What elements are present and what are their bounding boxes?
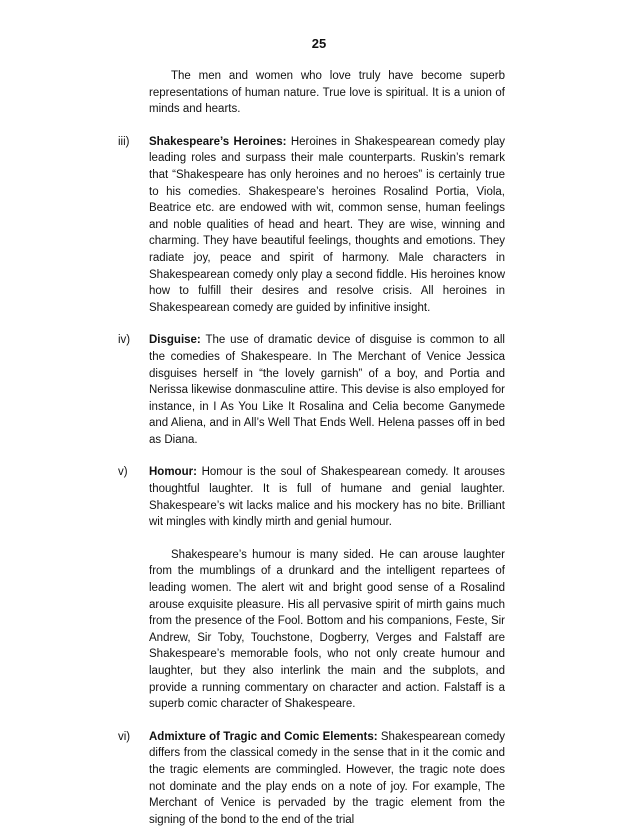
homour-continuation-paragraph: Shakespeare’s humour is many sided. He can arouse laughter from the mumblings of a drunkard and the intelligent repartees of leading women. The alert wit and bright good sense of a Rosalind arouse exquisite pleasure. His all pervasive spirit of mirth gains much from the presence of the Fool. Bottom and his companions, Feste, Sir Andrew, Sir Toby, Touchstone, Dogberry, Verges and Falstaff are Shakespeare’s memorable fools, who not only create humour and laughter, but they also interlink the main and the subplots, and provide a running commentary on character and action. Falstaff is a superb comic character of Shakespeare. — [149, 548, 505, 711]
section-number: vi) — [118, 730, 131, 743]
section-paragraph — [149, 332, 505, 448]
section-admixture — [118, 729, 505, 828]
page-number: 25 — [311, 36, 327, 51]
section-text: Shakespearean comedy differs from the classical comedy in the sense that in it the comic and the tragic elements are commingled. However, the tragic note does not dominate and the play ends on a note of joy. For example, The Merchant of Venice is pervaded by the tragic element from the signing of the bond to the end of the trial — [149, 730, 505, 826]
section-paragraph — [149, 134, 505, 317]
section-text: Heroines in Shakespearean comedy play leading roles and surpass their male counterparts. Ruskin’s remark that “Shakespeare has only heroines and no heroes” is certainly true to his comedies. Shakespeare’s heroines Rosalind Portia, Viola, Beatrice etc. are endowed with wit, common sense, human feelings and noble qualities of head and heart. They are wise, winning and charming. They have beautiful feelings, thoughts and emotions. They radiate joy, peace and spirit of harmony. Male characters in Shakespearean comedy only play a second fiddle. His heroines know how to fulfill their desires and resolve crisis. All heroines in Shakespearean comedy are guided by infinitive insight. — [149, 135, 505, 314]
section-paragraph — [149, 464, 505, 530]
section-heading: Homour: — [149, 466, 197, 479]
section-number: iii) — [118, 135, 130, 148]
intro-paragraph: The men and women who love truly have become superb representations of human nature. True love is spiritual. It is a union of minds and hearts. — [149, 70, 505, 116]
section-text: The use of dramatic device of disguise is common to all the comedies of Shakespeare. In The Merchant of Venice Jessica disguises herself in “the lovely garnish” of a boy, and Portia and Nerissa likewise donmasculine attire. This devise is also employed for instance, in I As You Like It Rosalina and Celia become Ganymede and Aliena, and in All’s Well That Ends Well. Helena passes off in bed as Diana. — [149, 334, 505, 446]
section-number: iv) — [118, 334, 131, 347]
section-heading: Shakespeare’s Heroines: — [149, 135, 287, 148]
section-heroines — [118, 134, 505, 317]
section-heading: Admixture of Tragic and Comic Elements: — [149, 730, 378, 743]
section-paragraph — [149, 729, 505, 828]
section-number: v) — [118, 466, 128, 479]
section-heading: Disguise: — [149, 334, 201, 347]
page-body — [118, 68, 505, 828]
section-homour — [118, 464, 505, 530]
section-disguise — [118, 332, 505, 448]
section-text: Homour is the soul of Shakespearean comedy. It arouses thoughtful laughter. It is full of humane and genial laughter. Shakespeare’s wit lacks malice and his mockery has no bite. Brilliant wit mingles with kindly mirth and genial humour. — [149, 466, 505, 529]
